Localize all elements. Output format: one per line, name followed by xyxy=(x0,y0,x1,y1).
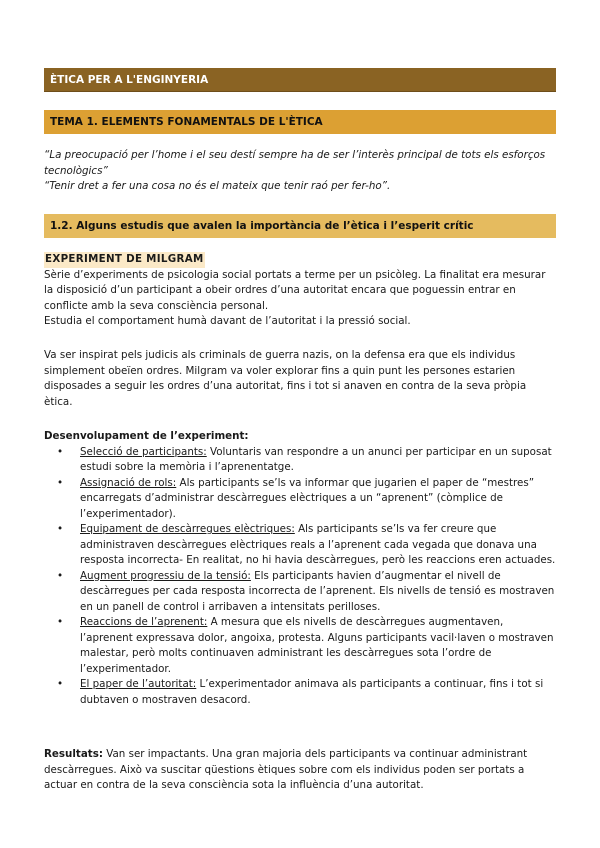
development-block xyxy=(44,429,556,708)
step-text: Als participants se’ls va informar que jugarien el paper de “mestres” encarregats d’administrar descàrregues elèctriques a un “aprenent” (còmplice de l’experimentador). xyxy=(80,476,535,520)
section-title: 1.2. Alguns estudis que avalen la importància de l’ètica i l’esperit crític xyxy=(50,220,474,232)
step-label: Reaccions de l’aprenent: xyxy=(80,616,208,628)
bullet-icon: • xyxy=(57,616,64,628)
inspiration-paragraph: Va ser inspirat pels judicis als criminals de guerra nazis, on la defensa era que els individus simplement obeïen ordres. Milgram va voler explorar fins a quin punt les persones estarien disposades a seguir les ordres d’una autoritat, fins i tot si anaven en contra de la seva pròpia ètica. xyxy=(44,349,527,408)
results-block xyxy=(44,747,556,794)
list-item xyxy=(44,677,556,708)
bullet-icon: • xyxy=(57,569,64,582)
step-label: Equipament de descàrregues elèctriques: xyxy=(80,523,295,535)
topic-title-bar xyxy=(44,110,556,134)
list-item xyxy=(44,476,556,523)
list-item xyxy=(44,569,556,616)
bullet-icon: • xyxy=(57,523,64,535)
course-title-bar xyxy=(44,68,556,92)
milgram-intro-block xyxy=(44,252,556,330)
quote-2: “Tenir dret a fer una cosa no és el mateix que tenir raó per fer-ho”. xyxy=(44,180,391,192)
step-text: Els participants havien d’augmentar el nivell de descàrregues per cada resposta incorrecta de l’aprenent. Els nivells de tensió es mostraven en un panell de control i arribaven a intensitats perilloses. xyxy=(80,569,555,613)
topic-title: TEMA 1. ELEMENTS FONAMENTALS DE L'ÈTICA xyxy=(50,116,323,128)
step-text: Voluntaris van respondre a un anunci per participar en un suposat estudi sobre la memòria i l’aprenentatge. xyxy=(80,445,552,473)
results-paragraph xyxy=(44,747,556,794)
step-label: El paper de l’autoritat: xyxy=(80,678,197,690)
step-label: Selecció de participants: xyxy=(80,445,207,458)
step-text: A mesura que els nivells de descàrregues augmentaven, l’aprenent expressava dolor, angoixa, protesta. Alguns participants vacil·laven o mostraven malestar, però molts continuaven administrant les descàrregues sota l’ordre de l’experimentador. xyxy=(80,616,554,675)
quotes-block xyxy=(44,148,556,195)
section-title-bar xyxy=(44,214,556,238)
list-item xyxy=(44,445,556,476)
course-title: ÈTICA PER A L'ENGINYERIA xyxy=(50,73,209,86)
step-text: Als participants se’ls va fer creure que administraven descàrregues elèctriques reals a l’aprenent cada vegada que donava una resposta incorrecta- En realitat, no hi havia descàrregues, però les reaccions eren actuades. xyxy=(80,523,556,566)
list-item xyxy=(44,522,556,569)
list-item xyxy=(44,615,556,677)
experiment-title: EXPERIMENT DE MILGRAM xyxy=(44,252,205,268)
bullet-icon: • xyxy=(57,476,64,489)
development-steps-list xyxy=(44,445,556,709)
development-heading: Desenvolupament de l’experiment: xyxy=(44,430,249,442)
results-text: Van ser impactants. Una gran majoria dels participants va continuar administrant descàrregues. Això va suscitar qüestions ètiques sobre com els individus poden ser portats a actuar en contra de la seva consciència sota la influència d’una autoritat. xyxy=(44,748,528,791)
step-label: Assignació de rols: xyxy=(80,476,177,489)
experiment-intro-paragraph: Sèrie d’experiments de psicologia social portats a terme per un psicòleg. La finalitat era mesurar la disposició d’un participant a obeir ordres d’una autoritat encara que poguessin entrar en conflicte amb la seva consciència personal. xyxy=(44,268,546,312)
results-label: Resultats: xyxy=(44,748,103,760)
experiment-intro-summary: Estudia el comportament humà davant de l’autoritat i la pressió social. xyxy=(44,315,411,327)
quote-1: “La preocupació per l’home i el seu destí sempre ha de ser l’interès principal de tots els esforços tecnològics” xyxy=(44,149,546,177)
step-label: Augment progressiu de la tensió: xyxy=(80,569,251,582)
bullet-icon: • xyxy=(57,445,64,458)
step-text: L’experimentador animava als participants a continuar, fins i tot si dubtaven o mostraven desacord. xyxy=(80,678,544,706)
inspiration-block xyxy=(44,348,556,410)
bullet-icon: • xyxy=(57,678,64,690)
